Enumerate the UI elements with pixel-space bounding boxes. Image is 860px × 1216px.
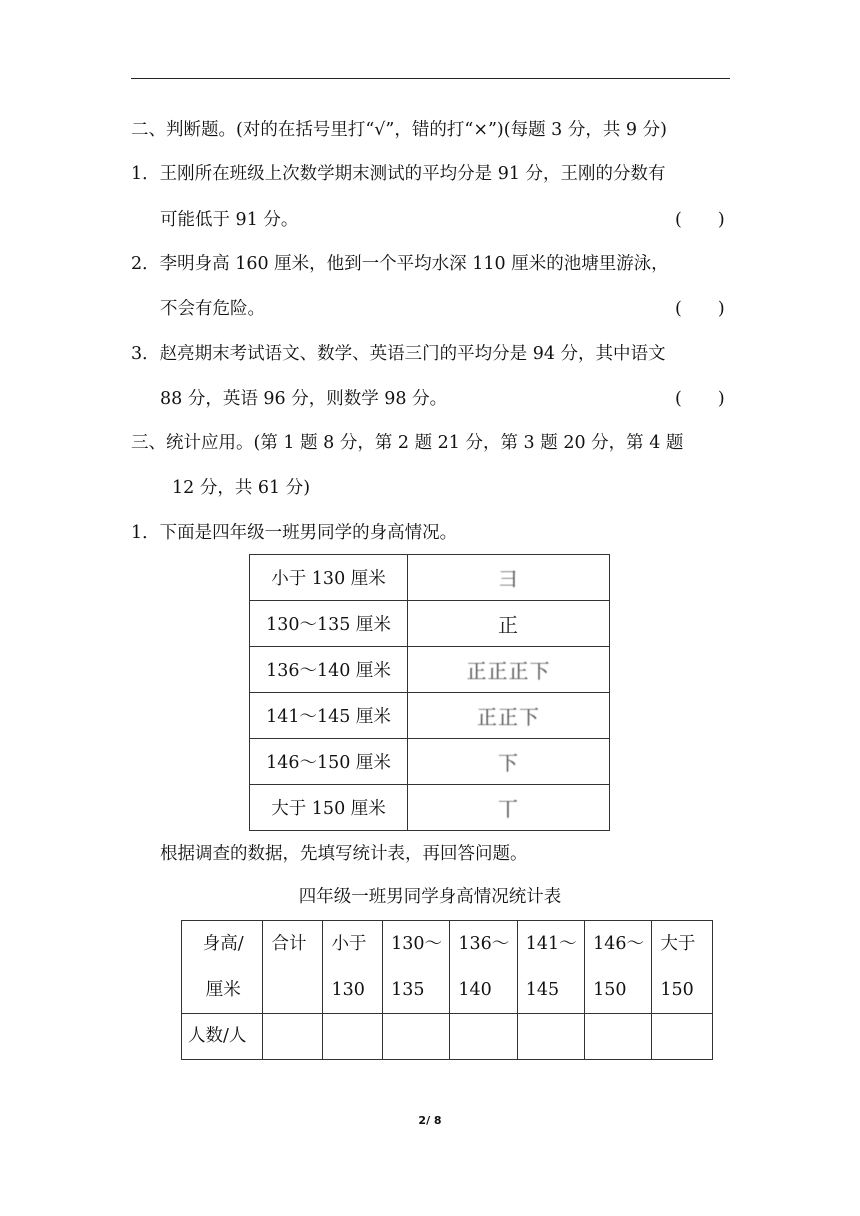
header-cell-130-135: 130～ 135 (383, 921, 450, 1014)
tally-row (250, 739, 610, 785)
tally-range: 130～135 厘米 (250, 601, 408, 647)
tally-table (249, 554, 610, 831)
section-2-title: 二、判断题。(对的在括号里打“√”，错的打“×”)(每题 3 分，共 9 分) (131, 120, 667, 140)
header-cell-141-145: 141～ 145 (517, 921, 584, 1014)
paren-close: ) (717, 299, 725, 319)
tally-range: 小于 130 厘米 (250, 555, 408, 601)
tally-range: 146～150 厘米 (250, 739, 408, 785)
section-3-title-line2: 12 分，共 61 分) (172, 478, 311, 498)
paren-open: ( (675, 210, 682, 230)
question-2-3-line2: 88 分，英语 96 分，则数学 98 分。 (160, 389, 448, 409)
answer-cell-total[interactable] (263, 1014, 323, 1060)
answer-cell-136-140[interactable] (450, 1014, 517, 1060)
statistics-table (181, 920, 713, 1060)
tally-marks: ⺕ (498, 567, 519, 591)
tally-marks: 正正正下 (466, 659, 551, 683)
question-2-2-line2: 不会有危险。 (160, 299, 265, 319)
paren-close: ) (717, 210, 725, 230)
paren-open: ( (675, 299, 682, 319)
question-2-1-line2: 可能低于 91 分。 (160, 210, 299, 230)
tally-row (250, 647, 610, 693)
tally-row (250, 555, 610, 601)
instruction-text: 根据调查的数据，先填写统计表，再回答问题。 (160, 844, 528, 864)
paren-close: ) (717, 389, 725, 409)
header-cell-136-140: 136～ 140 (450, 921, 517, 1014)
row-label-count: 人数/人 (182, 1014, 263, 1060)
tally-row (250, 693, 610, 739)
stat-table-caption: 四年级一班男同学身高情况统计表 (298, 887, 562, 907)
answer-blank-2-2[interactable] (675, 297, 725, 321)
question-3-1-intro: 1．下面是四年级一班男同学的身高情况。 (131, 523, 458, 543)
answer-cell-gt150[interactable] (652, 1014, 713, 1060)
header-cell-gt150: 大于 150 (652, 921, 713, 1014)
tally-range: 141～145 厘米 (250, 693, 408, 739)
question-2-1-line1: 1．王刚所在班级上次数学期末测试的平均分是 91 分，王刚的分数有 (131, 164, 666, 184)
section-3-title-line1: 三、统计应用。(第 1 题 8 分，第 2 题 21 分，第 3 题 20 分，第 4 题 (131, 433, 684, 453)
header-cell-lt130: 小于 130 (323, 921, 383, 1014)
tally-row (250, 601, 610, 647)
tally-marks: 丅 (498, 797, 519, 821)
tally-marks: 正正下 (477, 705, 540, 729)
tally-range: 大于 150 厘米 (250, 785, 408, 831)
question-2-3-line1: 3．赵亮期末考试语文、数学、英语三门的平均分是 94 分，其中语文 (131, 344, 666, 364)
answer-cell-lt130[interactable] (323, 1014, 383, 1060)
page-number: 2/ 8 (418, 1114, 442, 1127)
answer-cell-141-145[interactable] (517, 1014, 584, 1060)
header-cell-total: 合计 (263, 921, 323, 1014)
stat-table-header-row (182, 921, 713, 1014)
question-2-2-line1: 2．李明身高 160 厘米，他到一个平均水深 110 厘米的池塘里游泳， (131, 254, 669, 274)
header-cell-height: 身高/ 厘米 (182, 921, 263, 1014)
answer-cell-130-135[interactable] (383, 1014, 450, 1060)
header-cell-146-150: 146～ 150 (585, 921, 652, 1014)
tally-range: 136～140 厘米 (250, 647, 408, 693)
answer-blank-2-3[interactable] (675, 387, 725, 411)
tally-marks: 下 (498, 751, 519, 775)
top-rule (131, 78, 730, 79)
tally-marks: 正 (498, 613, 519, 637)
paren-open: ( (675, 389, 682, 409)
answer-cell-146-150[interactable] (585, 1014, 652, 1060)
stat-table-data-row (182, 1014, 713, 1060)
answer-blank-2-1[interactable] (675, 208, 725, 232)
tally-row (250, 785, 610, 831)
